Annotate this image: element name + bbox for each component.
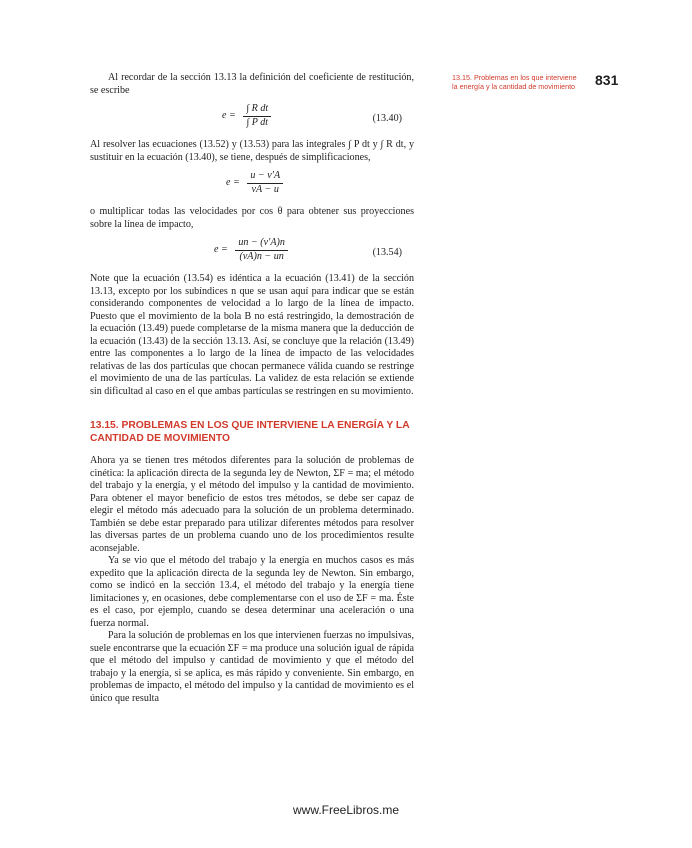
footer-watermark: www.FreeLibros.me xyxy=(292,803,400,817)
paragraph-3: o multiplicar todas las velocidades por cos θ para obtener sus proyecciones sobre la línea de impacto, xyxy=(90,206,414,230)
equation-unnumbered xyxy=(90,170,414,206)
equation-fraction xyxy=(243,103,271,129)
running-head-text xyxy=(452,74,587,91)
fraction-numerator: un − (v′A)n xyxy=(235,237,288,251)
equation-fraction xyxy=(235,237,288,263)
equation-math xyxy=(226,170,283,196)
fraction-denominator: vA − u xyxy=(251,183,279,195)
page-number: 831 xyxy=(595,72,619,88)
page-body xyxy=(90,72,414,705)
paragraph-7: Para la solución de problemas en los que intervienen fuerzas no impulsivas, suele encontrarse que la ecuación ΣF = ma produce una solución igual de rápida que el método del impulso y cantidad de movimiento y que el método del trabajo y la energía, si se aplica, es más rápido y conveniente. Sin embargo, en problemas de impacto, el método del impulso y la cantidad de movimiento es el único que resulta xyxy=(90,630,414,704)
equation-number: (13.40) xyxy=(372,113,402,124)
paragraph-2: Al resolver las ecuaciones (13.52) y (13.53) para las integrales ∫ P dt y ∫ R dt, y sustituir en la ecuación (13.40), se tiene, después de simplificaciones, xyxy=(90,139,414,163)
paragraph-4: Note que la ecuación (13.54) es idéntica a la ecuación (13.41) de la sección 13.13, excepto por los subíndices n que se usan aquí para indicar que se están considerando componentes de velocidad a lo largo de la línea de impacto. Puesto que el movimiento de la bola B no está restringido, la demostración de la ecuación (13.49) puede completarse de la misma manera que la deducción de la ecuación (13.43) de la sección 13.13. Así, se concluye que la relación (13.49) entre las componentes a lo largo de la línea de impacto de las velocidades relativas de las dos partículas que chocan permanece válida cuando se restringe el movimiento de una de las partículas. La validez de esta relación se extiende sin dificultad al caso en el que ambas partículas se restringen en su movimiento. xyxy=(90,273,414,397)
equation-number: (13.54) xyxy=(372,247,402,258)
running-head-line-2: la energía y la cantidad de movimiento xyxy=(452,81,576,91)
equation-lhs: e = xyxy=(222,109,236,121)
paragraph-5: Ahora ya se tienen tres métodos diferentes para la solución de problemas de cinética: la aplicación directa de la segunda ley de Newton, ΣF = ma; el método del trabajo y la energía, y el método del impulso y la cantidad de movimiento. Para obtener el mayor beneficio de estos tres métodos, se debe ser capaz de elegir el método más adecuado para la solución de un problema determinado. También se debe estar preparado para utilizar diferentes métodos para resolver las diversas partes de un problema cuando uno de los procedimientos resulte aconsejable. xyxy=(90,455,414,554)
paragraph-6: Ya se vio que el método del trabajo y la energía en muchos casos es más expedito que la aplicación directa de la segunda ley de Newton. Sin embargo, como se indicó en la sección 13.4, el método del trabajo y la energía tiene limitaciones y, en ocasiones, debe complementarse con el uso de ΣF = ma. Éste es el caso, por ejemplo, cuando se desea determinar una aceleración o una fuerza normal. xyxy=(90,555,414,629)
equation-math xyxy=(214,237,288,263)
section-title: 13.15. PROBLEMAS EN LOS QUE INTERVIENE LA ENERGÍA Y LA CANTIDAD DE MOVIMIENTO xyxy=(90,420,410,444)
fraction-numerator: u − v′A xyxy=(247,170,283,184)
running-head-line-1: 13.15. Problemas en los que interviene xyxy=(452,73,577,82)
equation-lhs: e = xyxy=(214,243,228,255)
fraction-numerator: ∫ R dt xyxy=(243,103,271,117)
equation-fraction xyxy=(247,170,283,196)
equation-lhs: e = xyxy=(226,176,240,188)
fraction-denominator: (vA)n − un xyxy=(239,250,284,262)
paragraph-1: Al recordar de la sección 13.13 la definición del coeficiente de restitución, se escribe xyxy=(90,72,414,96)
fraction-denominator: ∫ P dt xyxy=(246,116,269,128)
equation-13-40 xyxy=(90,103,414,139)
equation-13-54 xyxy=(90,237,414,273)
equation-math xyxy=(222,103,271,129)
